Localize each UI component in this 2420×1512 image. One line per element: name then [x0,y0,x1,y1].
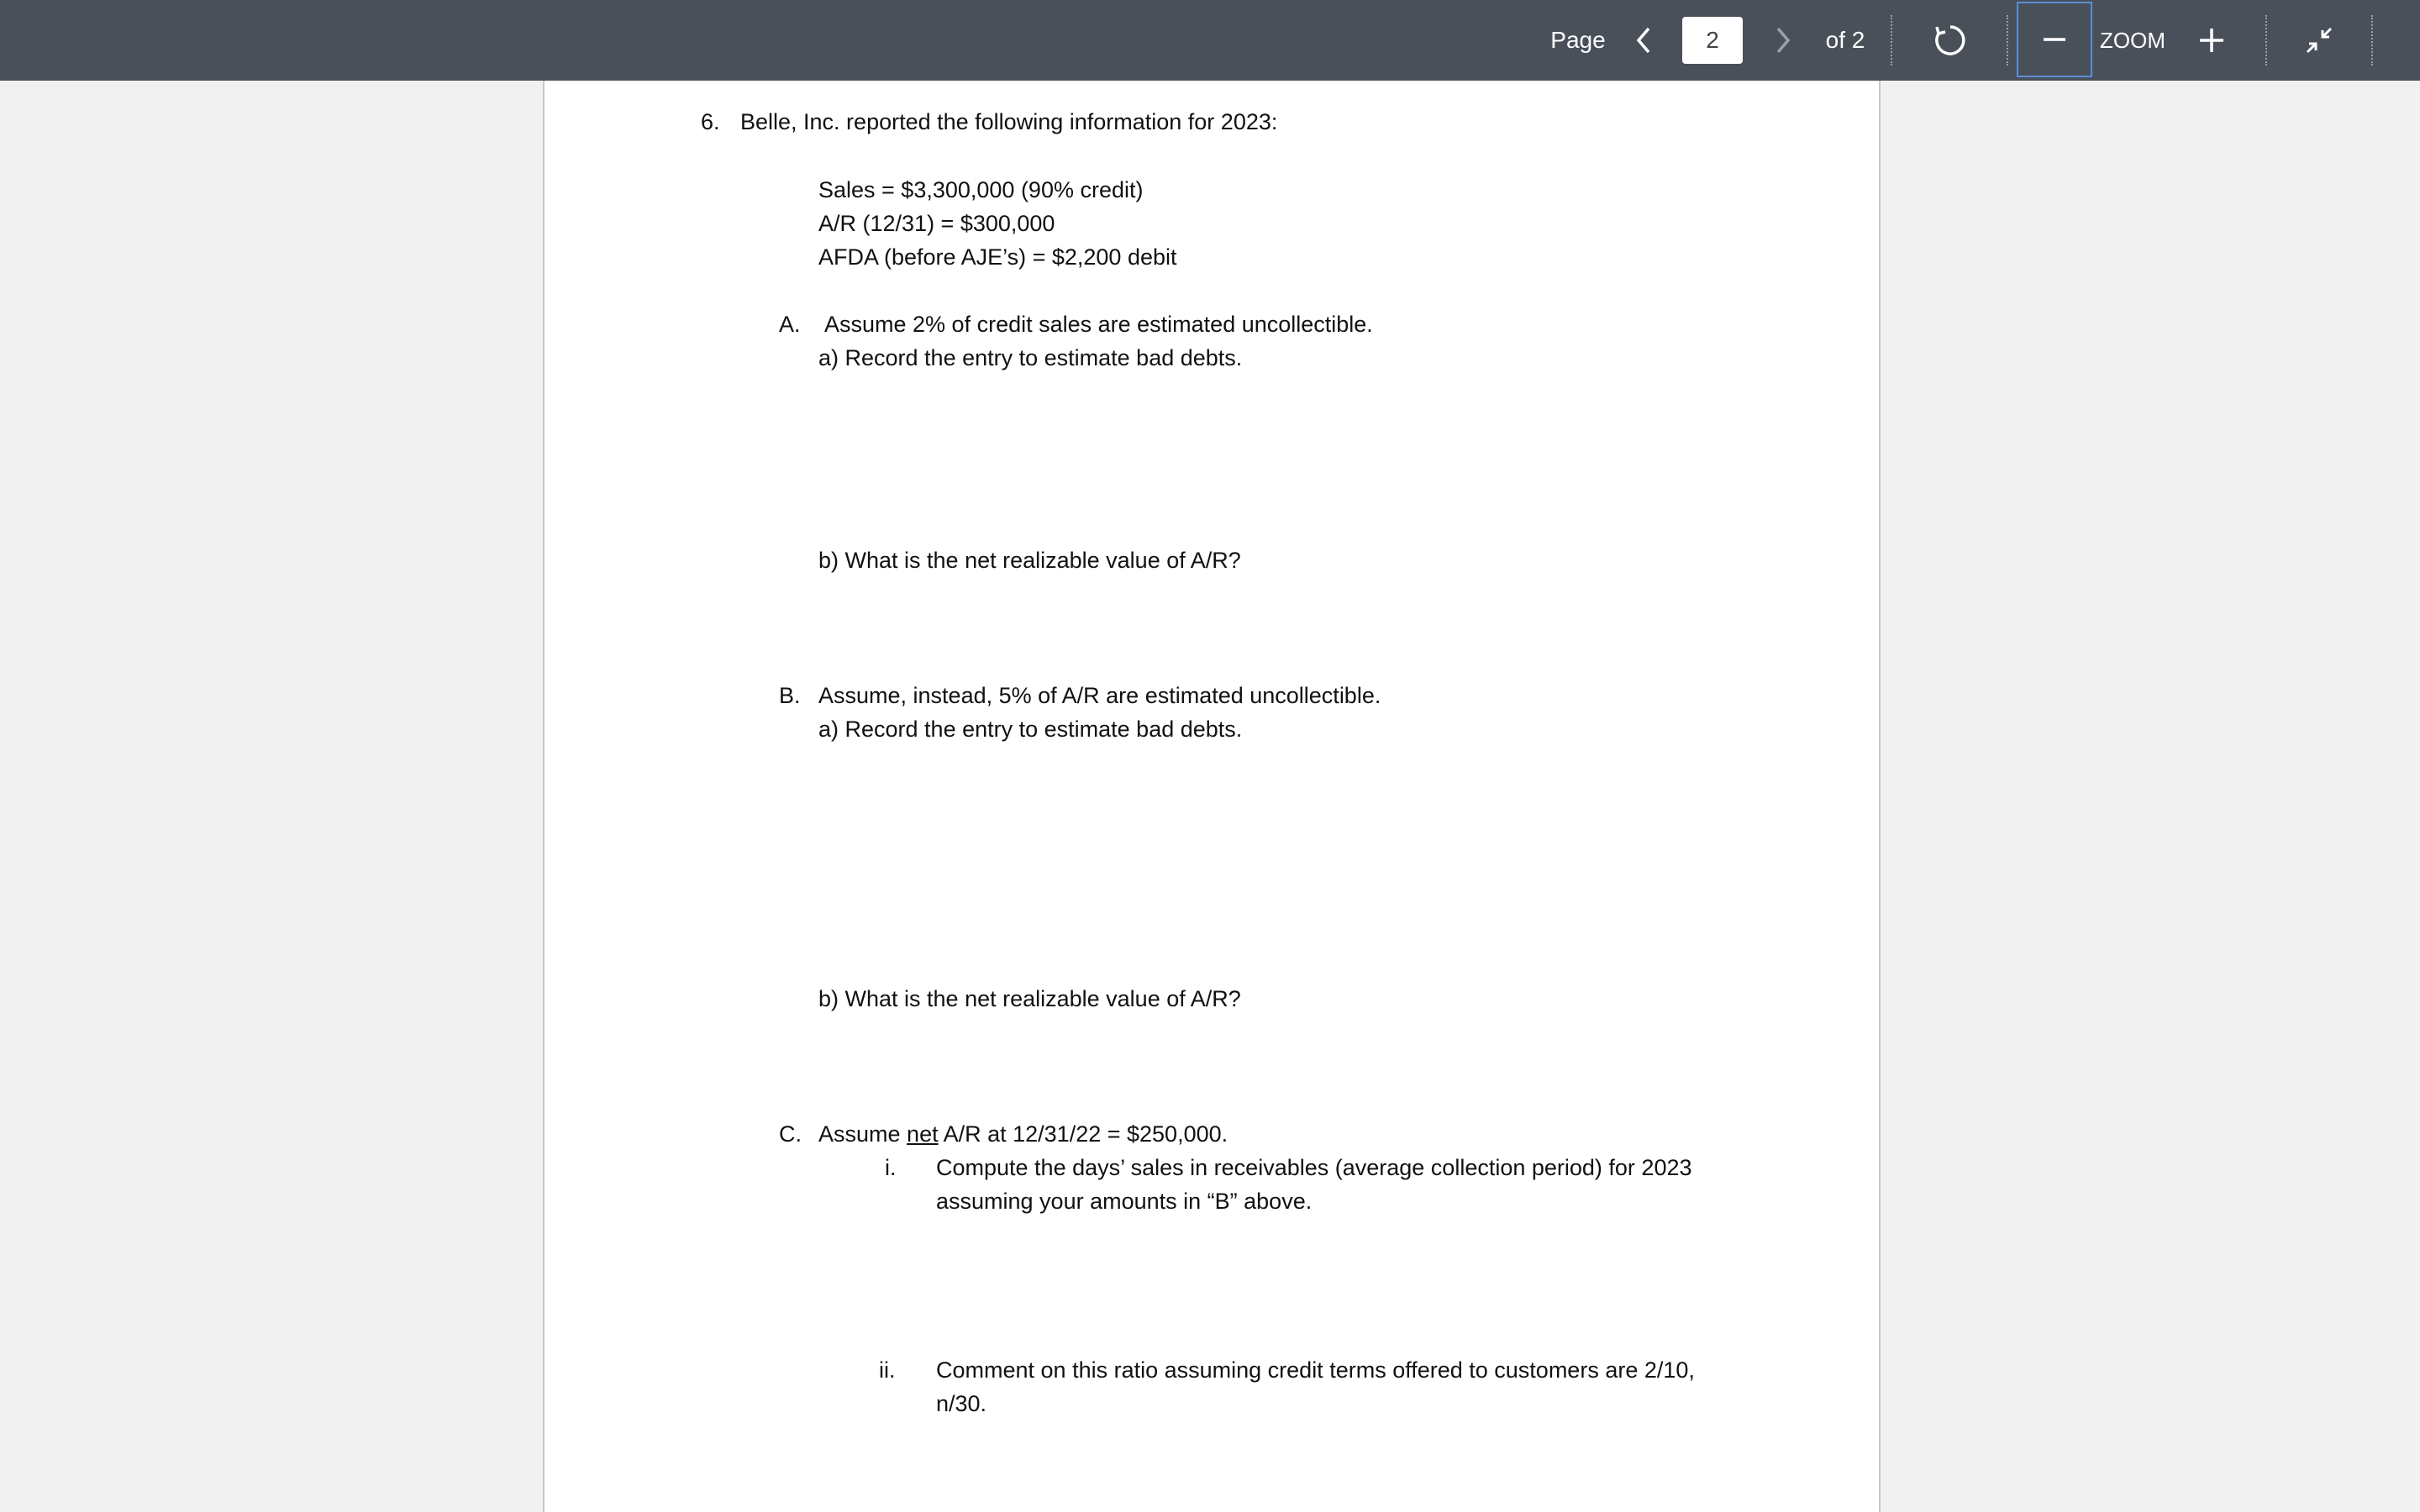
toolbar-divider [2371,15,2373,66]
part-c-ii-line1: Comment on this ratio assuming credit terms offered to customers are 2/10, [936,1357,1695,1383]
toolbar-divider [2265,15,2267,66]
part-c-underlined: net [907,1121,939,1147]
chevron-right-icon[interactable] [1766,0,1800,81]
part-b-sub-b: b) What is the net realizable value of A/R? [818,986,1241,1011]
given-ar: A/R (12/31) = $300,000 [818,211,1055,236]
page-count-label: of 2 [1825,27,1865,53]
part-b-sub-a: a) Record the entry to estimate bad debts. [818,717,1243,742]
part-c-ii-line2: n/30. [936,1391,987,1416]
page-number-input[interactable]: 2 [1682,17,1743,64]
part-a-letter: A. [779,312,801,337]
plus-icon[interactable] [2195,0,2228,81]
part-c-pre: Assume [818,1121,908,1147]
given-afda: AFDA (before AJE’s) = $2,200 debit [818,244,1177,270]
part-a-sub-b: b) What is the net realizable value of A/R? [818,548,1241,573]
part-c-i-number: i. [885,1155,897,1180]
part-a-sub-a: a) Record the entry to estimate bad debts. [818,345,1243,370]
question-intro: Belle, Inc. reported the following information for 2023: [740,109,1278,134]
document-page [543,81,1881,1512]
part-a-text: Assume 2% of credit sales are estimated uncollectible. [824,312,1373,337]
part-c-text [818,1121,1228,1147]
part-c-post: A/R at 12/31/22 = $250,000. [938,1121,1228,1147]
part-c-letter: C. [779,1121,802,1147]
part-c-ii-number: ii. [879,1357,896,1383]
part-c-i-line2: assuming your amounts in “B” above. [936,1189,1313,1214]
pdf-toolbar [0,0,2420,81]
page-label: Page [1550,27,1606,53]
collapse-icon[interactable] [2301,0,2338,81]
zoom-label: ZOOM [2100,27,2165,53]
question-number: 6. [701,109,720,134]
chevron-left-icon[interactable] [1627,0,1660,81]
zoom-out-button[interactable] [2017,2,2092,77]
given-sales: Sales = $3,300,000 (90% credit) [818,177,1144,202]
part-b-letter: B. [779,683,801,708]
toolbar-divider [2007,15,2008,66]
minus-icon [2018,3,2091,76]
rotate-icon[interactable] [1931,0,1970,81]
toolbar-divider [1891,15,1892,66]
part-b-text: Assume, instead, 5% of A/R are estimated uncollectible. [818,683,1381,708]
part-c-i-line1: Compute the days’ sales in receivables (average collection period) for 2023 [936,1155,1692,1180]
